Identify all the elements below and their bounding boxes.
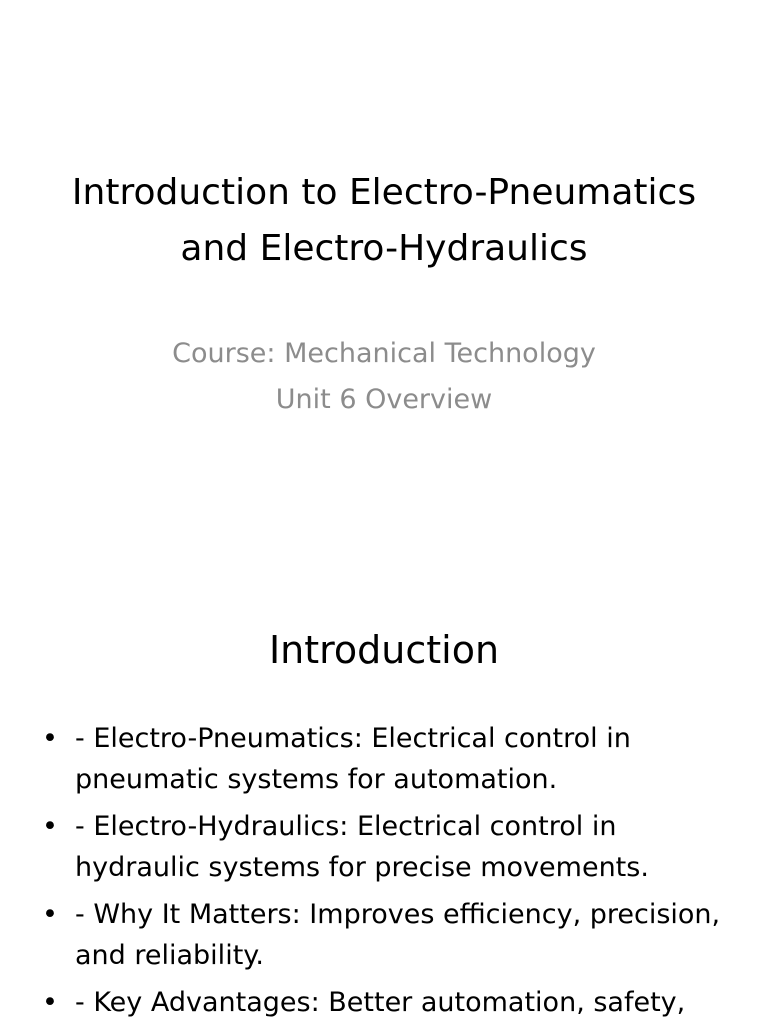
bullet-icon: •: [42, 899, 58, 930]
list-item: [42, 718, 732, 800]
bullet-text: - Why It Matters: Improves efficiency, precision, and reliability.: [75, 899, 721, 971]
bullet-text: - Key Advantages: Better automation, safety,: [75, 987, 686, 1018]
list-item: [42, 806, 732, 888]
slide-subtitle: [60, 331, 708, 423]
section-heading: Introduction: [268, 628, 500, 672]
subtitle-unit: Unit 6 Overview: [275, 384, 493, 415]
bullet-list: [42, 718, 732, 1024]
subtitle-course: Course: Mechanical Technology: [172, 338, 596, 369]
slide-title: Introduction to Electro-Pneumatics and Electro-Hydraulics: [71, 172, 697, 269]
bullet-icon: •: [42, 987, 58, 1018]
bullet-text: - Electro-Pneumatics: Electrical control in pneumatic systems for automation.: [75, 723, 631, 795]
list-item: [42, 982, 732, 1023]
introduction-slide: [0, 576, 768, 1024]
list-item: [42, 894, 732, 976]
bullet-text: - Electro-Hydraulics: Electrical control in hydraulic systems for precise movements.: [75, 811, 649, 883]
bullet-icon: •: [42, 811, 58, 842]
bullet-icon: •: [42, 723, 58, 754]
